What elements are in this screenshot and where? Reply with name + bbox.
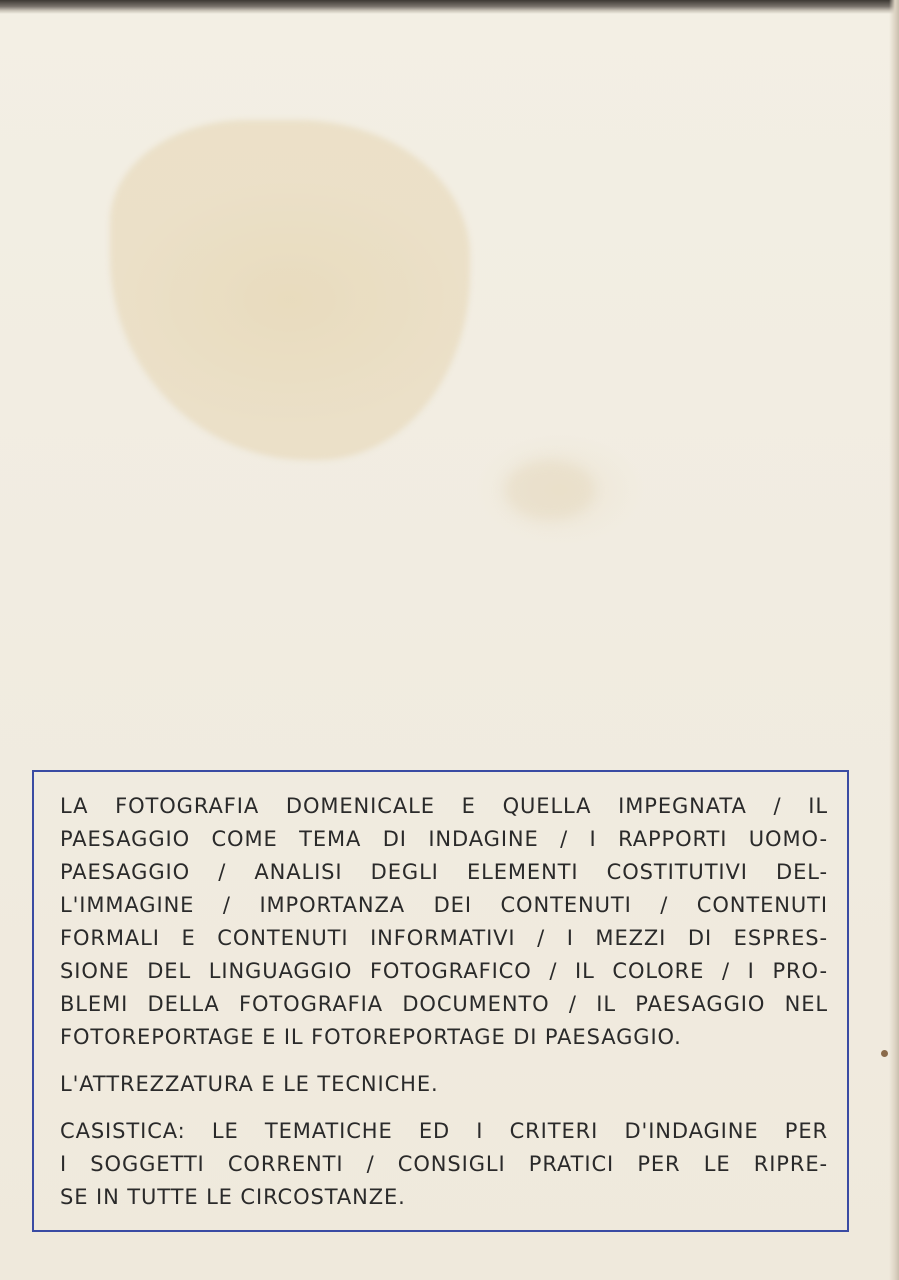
- text-line: SE IN TUTTE LE CIRCOSTANZE.: [60, 1185, 406, 1209]
- text-line: SIONE DEL LINGUAGGIO FOTOGRAFICO / IL COLORE / I PRO-: [60, 959, 828, 983]
- paper-stain-small: [505, 460, 595, 520]
- contents-paragraph-casistica: [60, 1115, 828, 1214]
- right-edge-shadow: [889, 0, 899, 1280]
- text-line: I SOGGETTI CORRENTI / CONSIGLI PRATICI PER LE RIPRE-: [60, 1152, 828, 1176]
- paper-spot: [881, 1050, 888, 1057]
- contents-paragraph-equipment: [60, 1068, 828, 1101]
- top-edge-shadow: [0, 0, 899, 14]
- text-line: LA FOTOGRAFIA DOMENICALE E QUELLA IMPEGNATA / IL: [60, 794, 828, 818]
- text-line: FOTOREPORTAGE E IL FOTOREPORTAGE DI PAESAGGIO.: [60, 1025, 682, 1049]
- paper-stain: [110, 120, 470, 460]
- text-line: BLEMI DELLA FOTOGRAFIA DOCUMENTO / IL PAESAGGIO NEL: [60, 992, 828, 1016]
- text-line: L'ATTREZZATURA E LE TECNICHE.: [60, 1072, 439, 1096]
- text-line: PAESAGGIO COME TEMA DI INDAGINE / I RAPPORTI UOMO-: [60, 827, 828, 851]
- text-line: FORMALI E CONTENUTI INFORMATIVI / I MEZZI DI ESPRES-: [60, 926, 828, 950]
- contents-text: [60, 790, 828, 1228]
- text-line: L'IMMAGINE / IMPORTANZA DEI CONTENUTI / CONTENUTI: [60, 893, 828, 917]
- text-line: PAESAGGIO / ANALISI DEGLI ELEMENTI COSTITUTIVI DEL-: [60, 860, 828, 884]
- contents-box: [32, 770, 849, 1232]
- contents-paragraph-topics: [60, 790, 828, 1054]
- text-line: CASISTICA: LE TEMATICHE ED I CRITERI D'INDAGINE PER: [60, 1119, 828, 1143]
